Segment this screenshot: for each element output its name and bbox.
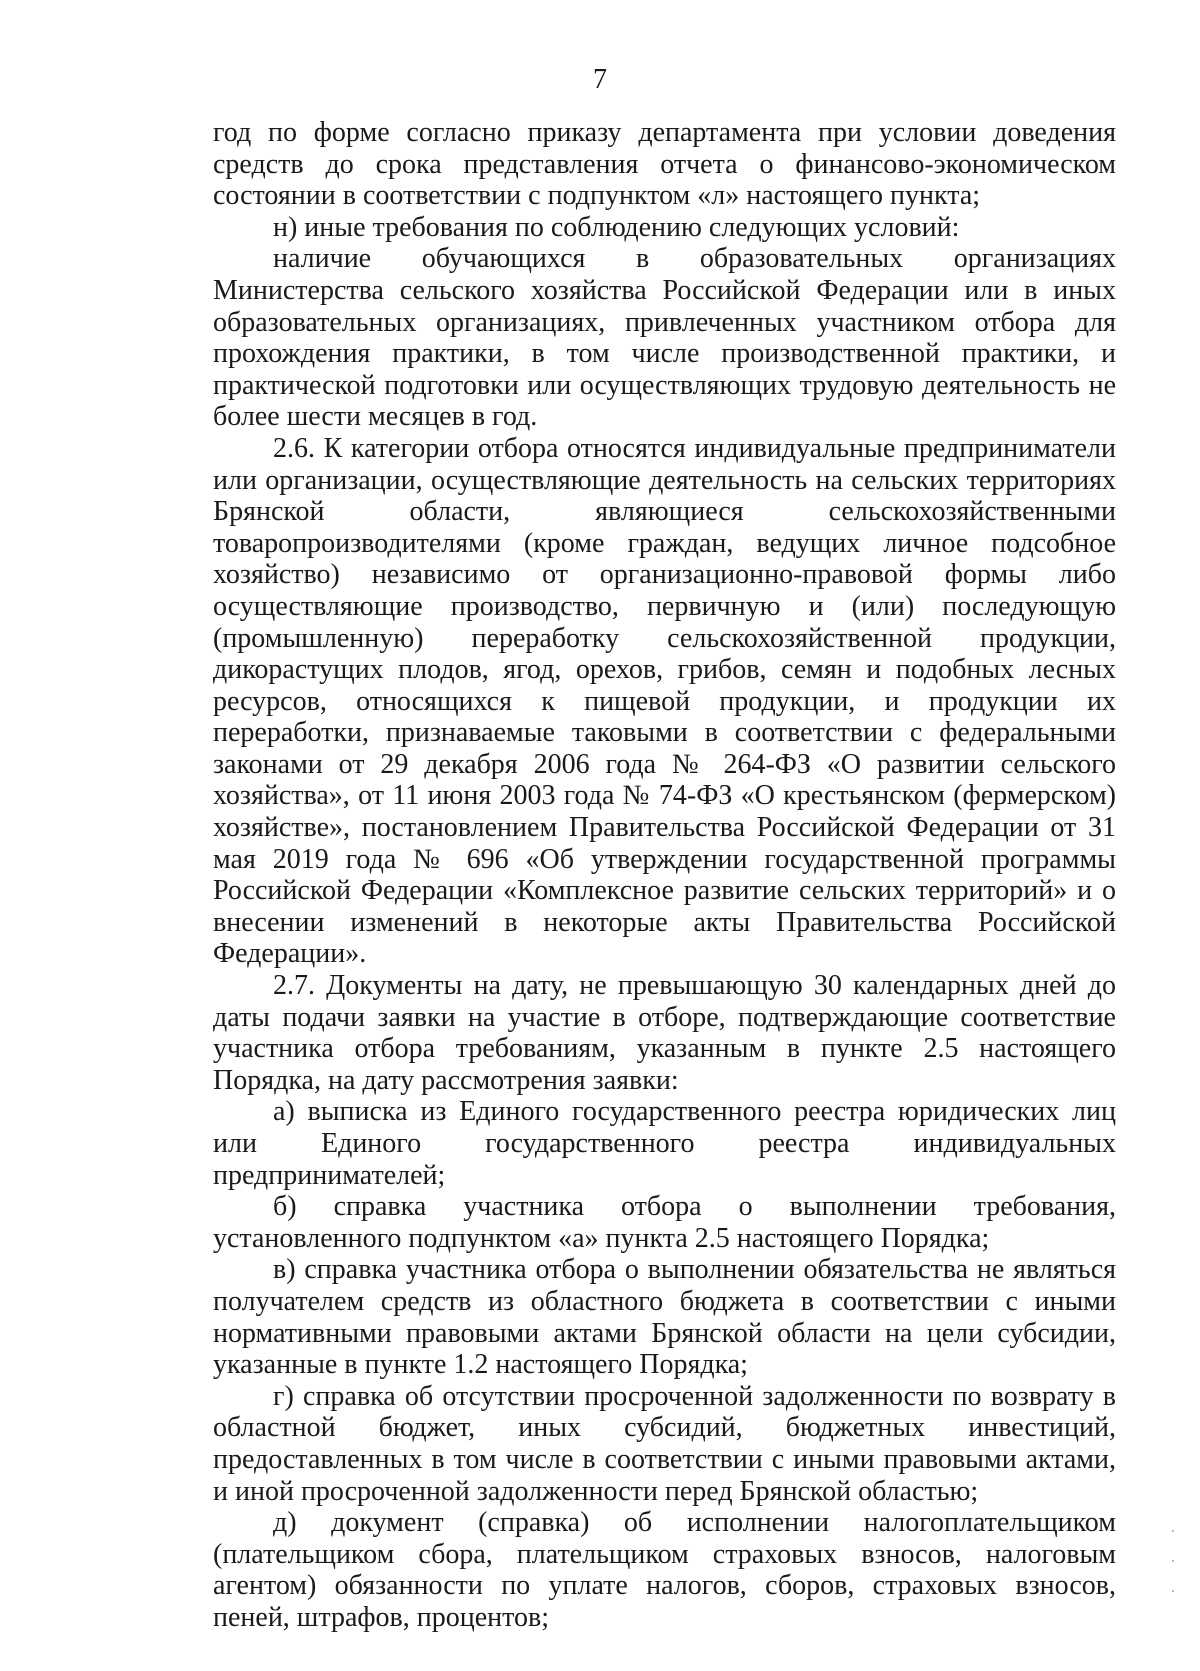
paragraph-item-v: в) справка участника отбора о выполнении обязательства не являться получателем средств из областного бюджета в соответствии с иными нормативными правовыми актами Брянской области на цели субсидии, указанные в пункте 1.2 настоящего Порядка;: [213, 1254, 1116, 1381]
paragraph-continuation: год по форме согласно приказу департамента при условии доведения средств до срока представления отчета о финансово-экономическом состоянии в соответствии с подпунктом «л» настоящего пункта;: [213, 117, 1116, 212]
paragraph-item-d: д) документ (справка) об исполнении налогоплательщиком (плательщиком сбора, плательщиком страховых взносов, налоговым агентом) обязанности по уплате налогов, сборов, страховых взносов, пеней, штрафов, процентов;: [213, 1507, 1116, 1633]
scan-artifact: [1172, 1590, 1174, 1592]
paragraph-item-g: г) справка об отсутствии просроченной задолженности по возврату в областной бюджет, иных субсидий, бюджетных инвестиций, предоставленных в том числе в соответствии с иными правовыми актами, и иной просроченной задолженности перед Брянской областью;: [213, 1380, 1116, 1507]
paragraph-2-7: 2.7. Документы на дату, не превышающую 30 календарных дней до даты подачи заявки на участие в отборе, подтверждающие соответствие участника отбора требованиям, указанным в пункте 2.5 настоящего Порядка, на дату рассмотрения заявки:: [213, 970, 1116, 1096]
paragraph-item-a: а) выписка из Единого государственного реестра юридических лиц или Единого государственного реестра индивидуальных предпринимателей;: [213, 1096, 1116, 1191]
paragraph-item-b: б) справка участника отбора о выполнении требования, установленного подпунктом «а» пункта 2.5 настоящего Порядка;: [213, 1191, 1116, 1254]
scan-artifact: [1172, 1530, 1174, 1532]
paragraph-students-condition: наличие обучающихся в образовательных организациях Министерства сельского хозяйства Российской Федерации или в иных образовательных организациях, привлеченных участником отбора для прохождения практики, в том числе производственной практики, и практической подготовки или осуществляющих трудовую деятельность не более шести месяцев в год.: [213, 243, 1116, 433]
page-number: 7: [593, 64, 607, 95]
paragraph-item-n: н) иные требования по соблюдению следующих условий:: [273, 211, 960, 243]
document-body: [213, 117, 1116, 1634]
paragraph-2-6: 2.6. К категории отбора относятся индивидуальные предприниматели или организации, осуществляющие деятельность на сельских территориях Брянской области, являющиеся сельскохозяйственными товаропроизводителями (кроме граждан, ведущих личное подсобное хозяйство) независимо от организационно-правовой формы либо осуществляющие производство, первичную и (или) последующую (промышленную) переработку сельскохозяйственной продукции, дикорастущих плодов, ягод, орехов, грибов, семян и подобных лесных ресурсов, относящихся к пищевой продукции, и продукции их переработки, признаваемые таковыми в соответствии с федеральными законами от 29 декабря 2006 года № 264-ФЗ «О развитии сельского хозяйства», от 11 июня 2003 года № 74-ФЗ «О крестьянском (фермерском) хозяйстве», постановлением Правительства Российской Федерации от 31 мая 2019 года № 696 «Об утверждении государственной программы Российской Федерации «Комплексное развитие сельских территорий» и о внесении изменений в некоторые акты Правительства Российской Федерации».: [213, 432, 1116, 970]
scan-artifact: [1172, 1560, 1174, 1562]
